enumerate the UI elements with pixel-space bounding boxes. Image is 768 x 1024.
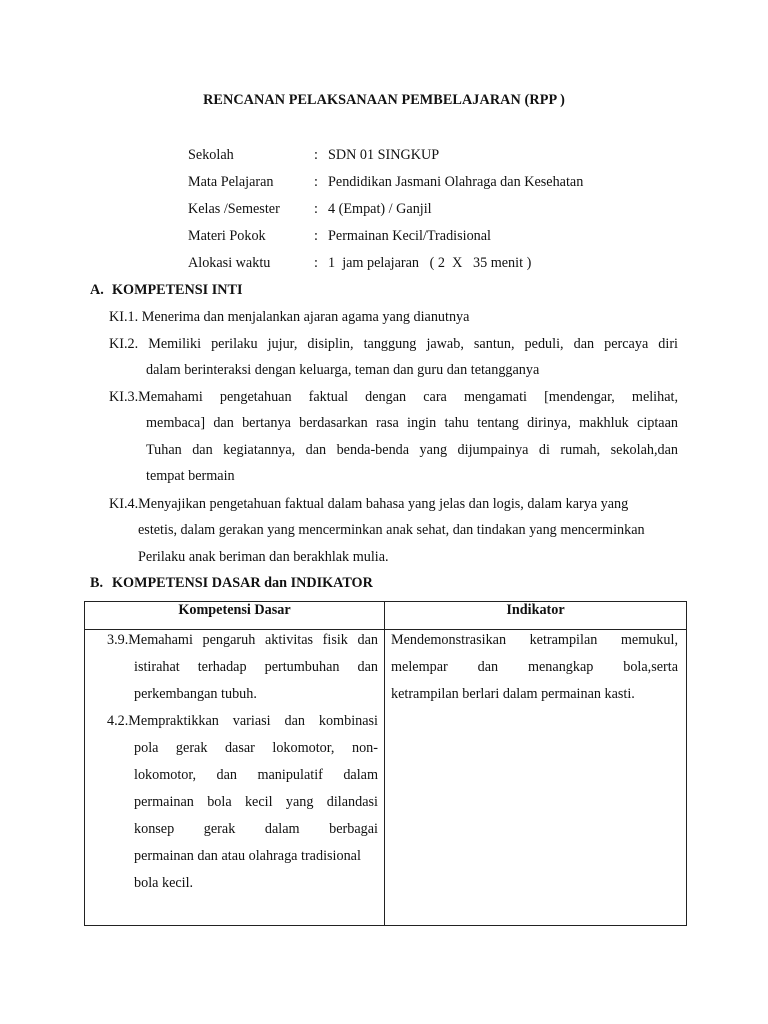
kd-line: 4.2.Mempraktikkan variasi dan kombinasi <box>107 713 378 729</box>
section-b-heading <box>90 575 373 592</box>
info-label-materi-pokok: Materi Pokok <box>188 228 266 244</box>
info-colon: : <box>314 228 318 244</box>
ki-3-line: membaca] dan bertanya berdasarkan rasa ingin tahu tentang dirinya, makhluk ciptaan <box>146 415 678 431</box>
ki-2-line: KI.2. Memiliki perilaku jujur, disiplin, tanggung jawab, santun, peduli, dan percaya diri <box>109 336 678 352</box>
ki-3-line: tempat bermain <box>146 468 235 484</box>
info-value-kelas-semester: 4 (Empat) / Ganjil <box>328 201 432 217</box>
kd-line: permainan dan atau olahraga tradisional <box>134 848 361 864</box>
table-header-kompetensi-dasar: Kompetensi Dasar <box>85 602 385 630</box>
kd-line: istirahat terhadap pertumbuhan dan <box>134 659 378 675</box>
kd-line: konsep gerak dalam berbagai <box>134 821 378 837</box>
section-b-title: KOMPETENSI DASAR dan INDIKATOR <box>112 575 373 591</box>
kd-line: perkembangan tubuh. <box>134 686 257 702</box>
info-colon: : <box>314 147 318 163</box>
table-header-row <box>85 602 687 630</box>
info-label-sekolah: Sekolah <box>188 147 234 163</box>
kd-line: permainan bola kecil yang dilandasi <box>134 794 378 810</box>
ki-4-line: KI.4.Menyajikan pengetahuan faktual dalam bahasa yang jelas dan logis, dalam karya yang <box>109 496 629 512</box>
info-value-sekolah: SDN 01 SINGKUP <box>328 147 440 163</box>
ki-3-line: KI.3.Memahami pengetahuan faktual dengan cara mengamati [mendengar, melihat, <box>109 389 678 405</box>
info-label-mata-pelajaran: Mata Pelajaran <box>188 174 274 190</box>
indikator-line: ketrampilan berlari dalam permainan kasti. <box>391 686 635 702</box>
info-value-alokasi-waktu: 1 jam pelajaran ( 2 X 35 menit ) <box>328 255 532 271</box>
section-b-number: B. <box>90 575 104 591</box>
indikator-line: melempar dan menangkap bola,serta <box>391 659 678 675</box>
section-a-heading <box>90 282 242 299</box>
info-colon: : <box>314 255 318 271</box>
kd-line: 3.9.Memahami pengaruh aktivitas fisik dan <box>107 632 378 648</box>
kd-line: pola gerak dasar lokomotor, non- <box>134 740 378 756</box>
info-label-kelas-semester: Kelas /Semester <box>188 201 280 217</box>
info-colon: : <box>314 174 318 190</box>
indikator-cell <box>385 630 687 926</box>
info-colon: : <box>314 201 318 217</box>
kd-line: bola kecil. <box>134 875 194 891</box>
kd-cell <box>85 630 385 926</box>
ki-4-line: estetis, dalam gerakan yang mencerminkan anak sehat, dan tindakan yang mencerminkan <box>138 522 645 538</box>
info-value-materi-pokok: Permainan Kecil/Tradisional <box>328 228 491 244</box>
document-title: RENCANAN PELAKSANAAN PEMBELAJARAN (RPP ) <box>203 92 565 108</box>
ki-4-line: Perilaku anak beriman dan berakhlak mulia. <box>138 549 389 565</box>
section-a-title: KOMPETENSI INTI <box>112 282 243 298</box>
indikator-line: Mendemonstrasikan ketrampilan memukul, <box>391 632 678 648</box>
ki-3-line: Tuhan dan kegiatannya, dan benda-benda yang dijumpainya di rumah, sekolah,dan <box>146 442 678 458</box>
section-a-number: A. <box>90 282 104 298</box>
table-row <box>85 630 687 926</box>
kd-indikator-table <box>84 601 687 926</box>
kd-line: lokomotor, dan manipulatif dalam <box>134 767 378 783</box>
info-label-alokasi-waktu: Alokasi waktu <box>188 255 271 271</box>
ki-2-line: dalam berinteraksi dengan keluarga, teman dan guru dan tetangganya <box>146 362 540 378</box>
info-value-mata-pelajaran: Pendidikan Jasmani Olahraga dan Kesehatan <box>328 174 584 190</box>
ki-1-line: KI.1. Menerima dan menjalankan ajaran agama yang dianutnya <box>109 309 470 325</box>
table-header-indikator: Indikator <box>385 602 687 630</box>
